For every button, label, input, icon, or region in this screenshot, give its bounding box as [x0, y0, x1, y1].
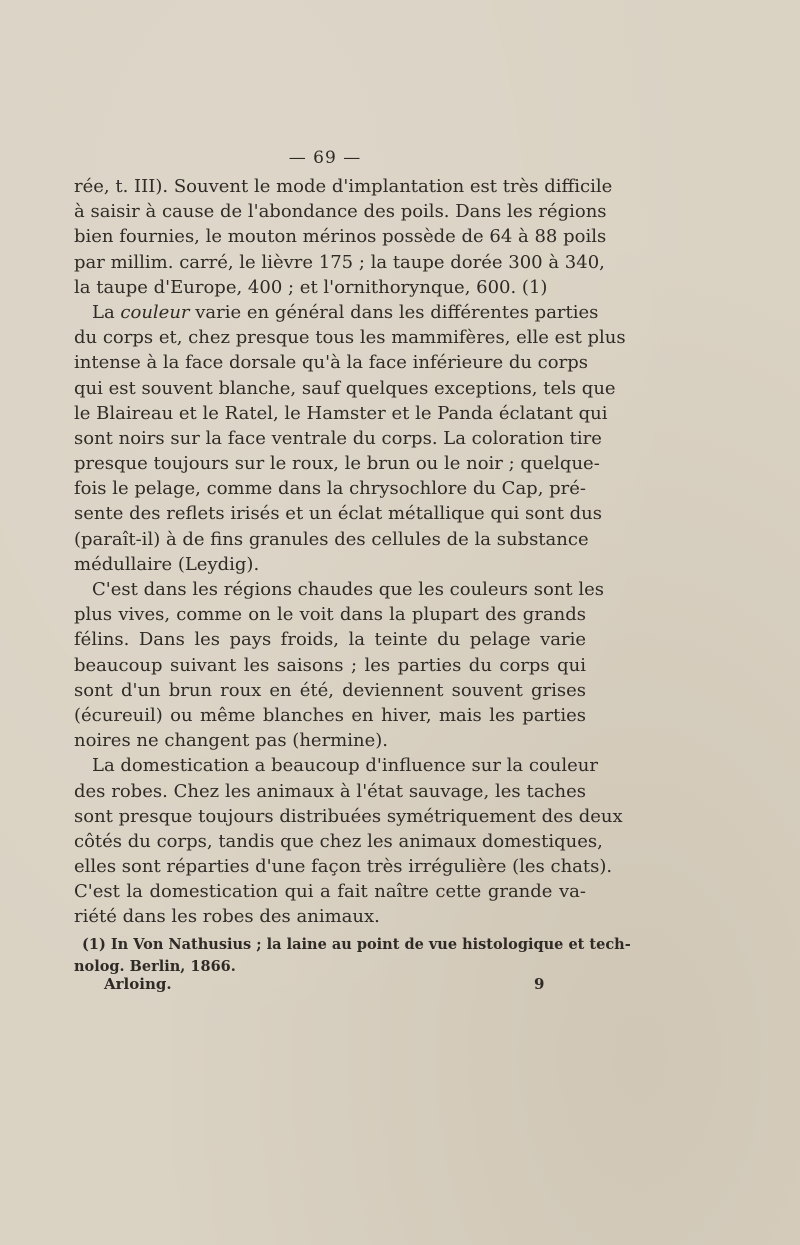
sheet-number: 9	[534, 975, 545, 993]
text-line: La domestication a beaucoup d'influence sur la couleur	[92, 755, 598, 777]
text-line: sont presque toujours distribuées symétriquement des deux	[74, 805, 623, 827]
body-text	[74, 174, 626, 930]
page-number: — 69 —	[288, 148, 362, 168]
text-line: rée, t. III). Souvent le mode d'implantation est très difficile	[74, 176, 613, 197]
text-line: presque toujours sur le roux, le brun ou le noir ; quelque-	[74, 453, 600, 475]
text-fragment: varie en général dans les différentes parties	[189, 301, 599, 323]
text-line: C'est dans les régions chaudes que les couleurs sont les	[92, 579, 604, 600]
text-line: du corps et, chez presque tous les mammifères, elle est plus	[74, 327, 626, 349]
italic-word: couleur	[120, 301, 190, 323]
text-line: beaucoup suivant les saisons ; les parties du corps qui	[74, 654, 586, 676]
text-line: bien fournies, le mouton mérinos possède de 64 à 88 poils	[74, 226, 607, 248]
text-line: des robes. Chez les animaux à l'état sauvage, les taches	[74, 780, 586, 802]
text-line: sente des reflets irisés et un éclat métallique qui sont dus	[74, 503, 603, 525]
text-line: intense à la face dorsale qu'à la face inférieure du corps	[74, 352, 588, 374]
text-line: par millim. carré, le lièvre 175 ; la taupe dorée 300 à 340,	[74, 251, 605, 273]
text-line: la taupe d'Europe, 400 ; et l'ornithorynque, 600. (1)	[74, 276, 548, 298]
text-line: qui est souvent blanche, sauf quelques exceptions, tels que	[74, 377, 616, 399]
text-line: sont noirs sur la face ventrale du corps. La coloration tire	[74, 427, 602, 449]
text-line: sont d'un brun roux en été, deviennent souvent grises	[74, 679, 586, 701]
text-line: plus vives, comme on le voit dans la plupart des grands	[74, 604, 586, 626]
footnote-line: nolog. Berlin, 1866.	[74, 958, 236, 975]
text-line: (écureuil) ou même blanches en hiver, mais les parties	[74, 704, 586, 726]
text-line: C'est la domestication qui a fait naître cette grande va-	[74, 881, 586, 903]
text-line: fois le pelage, comme dans la chrysochlore du Cap, pré-	[74, 478, 587, 500]
signature-mark: Arloing.	[104, 975, 172, 993]
text-line: noires ne changent pas (hermine).	[74, 730, 388, 752]
text-line: médullaire (Leydig).	[74, 553, 260, 575]
footnote-line: (1) In Von Nathusius ; la laine au point de vue histologique et tech-	[82, 936, 631, 953]
text-line: (paraît-il) à de fins granules des cellules de la substance	[74, 528, 589, 550]
text-line: elles sont réparties d'une façon très irrégulière (les chats).	[74, 856, 613, 878]
text-line: riété dans les robes des animaux.	[74, 906, 380, 928]
text-line	[74, 300, 599, 325]
text-line: à saisir à cause de l'abondance des poils. Dans les régions	[74, 201, 607, 223]
text-line: félins. Dans les pays froids, la teinte du pelage varie	[74, 629, 586, 651]
text-line: côtés du corps, tandis que chez les animaux domestiques,	[74, 830, 603, 852]
text-fragment: La	[92, 301, 121, 323]
text-line: le Blaireau et le Ratel, le Hamster et le Panda éclatant qui	[74, 402, 608, 424]
footnote	[74, 934, 631, 978]
